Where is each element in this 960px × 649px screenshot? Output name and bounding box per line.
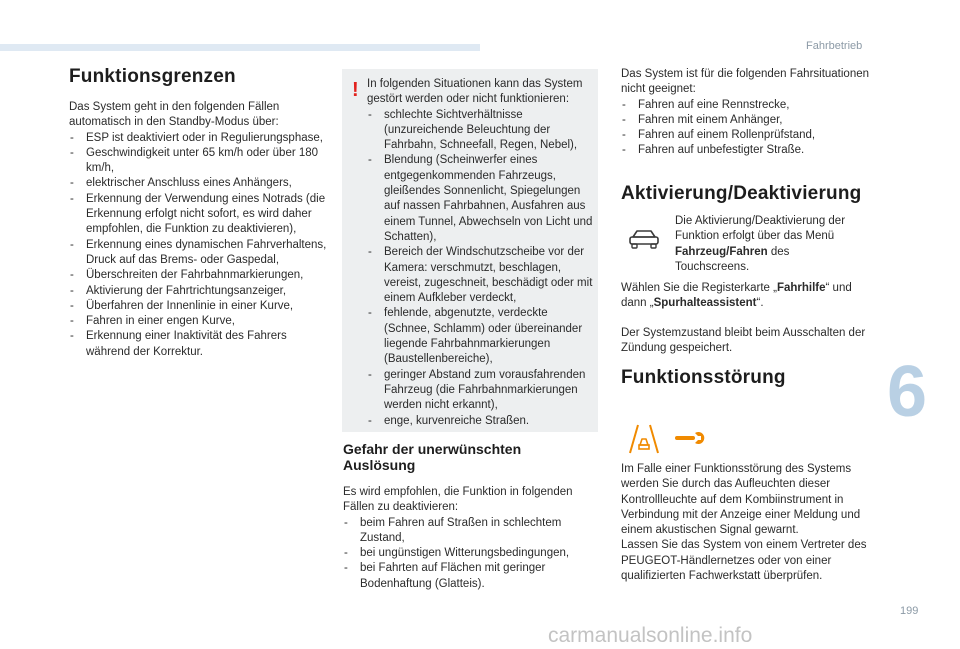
warning-intro: In folgenden Situationen kann das System gestört werden oder nicht funktionieren: [367, 78, 583, 106]
unwanted-title: Gefahr der unerwünschten Auslösung [343, 441, 522, 473]
list-item: - Geschwindigkeit unter 65 km/h oder über 180 km/h, [69, 146, 329, 177]
list-item: - Fahren auf eine Rennstrecke, [621, 98, 876, 113]
tab-lane-assist: Spurhalteassistent [653, 297, 757, 310]
list-item: - fehlende, abgenutzte, verdeckte (Schnee, Schlamm) oder übereinander liegende Fahrbahnmarkierungen (Baustellenbereiche), [367, 306, 595, 367]
unwanted-section [343, 441, 598, 592]
wrench-icon [673, 430, 705, 446]
lane-warning-icon [627, 424, 661, 454]
malfunction-text-1: Im Falle einer Funktionsstörung des Systems werden Sie durch das Aufleuchten dieser Kontrollleuchte auf dem Kombiinstrument in Verbindung mit der Anzeige einer Meldung und einem akustischen Signal gewarnt. [621, 463, 861, 537]
warning-list [367, 108, 595, 429]
list-item: - Erkennung einer Inaktivität des Fahrers während der Korrektur. [69, 329, 329, 360]
unwanted-intro: Es wird empfohlen, die Funktion in folgenden Fällen zu deaktivieren: [343, 486, 573, 514]
tab-text-part: Wählen Sie die Registerkarte „ [621, 282, 777, 294]
unsuitable-intro: Das System ist für die folgenden Fahrsituationen nicht geeignet: [621, 68, 870, 96]
list-item: - elektrischer Anschluss eines Anhängers, [69, 176, 329, 191]
state-text: Der Systemzustand bleibt beim Ausschalten der Zündung gespeichert. [621, 327, 866, 355]
tab-driving-aid: Fahrhilfe [776, 282, 826, 294]
list-item: - Erkennung der Verwendung eines Notrads (die Erkennung erfolgt nicht sofort, es wird daher empfohlen, die Funktion zu deaktivieren), [69, 192, 329, 238]
list-item: - enge, kurvenreiche Straßen. [367, 414, 595, 429]
car-icon [628, 228, 660, 250]
warning-content [367, 77, 595, 429]
header-bar [0, 44, 480, 51]
list-item: - Fahren in einer engen Kurve, [69, 314, 329, 329]
unsuitable-section [621, 67, 876, 159]
page-number: 199 [900, 605, 919, 617]
tab-text-part: “ und dann „ [621, 282, 852, 310]
limits-intro: Das System geht in den folgenden Fällen automatisch in den Standby-Modus über: [69, 101, 280, 129]
warning-icon: ! [352, 79, 359, 101]
activation-text-part: Die Aktivierung/Deaktivierung der Funktion erfolgt über das Menü [675, 215, 846, 243]
list-item: - ESP ist deaktiviert oder in Regulierungsphase, [69, 131, 329, 146]
malfunction-text-2: Lassen Sie das System von einem Vertreter des PEUGEOT-Händlernetzes oder von einer qualifizierten Fachwerkstatt überprüfen. [621, 539, 867, 583]
list-item: - Fahren auf einem Rollenprüfstand, [621, 128, 876, 143]
activation-text [675, 214, 855, 275]
watermark: carmanualsonline.info [548, 624, 753, 647]
tab-text-part: “. [756, 297, 764, 310]
list-item: - Überfahren der Innenlinie in einer Kurve, [69, 299, 329, 314]
list-item: - Bereich der Windschutzscheibe vor der Kamera: verschmutzt, beschlagen, vereist, zugeschneit, beschädigt oder mit einem Aufkleber verdeckt, [367, 245, 595, 306]
limits-title: Funktionsgrenzen [69, 66, 236, 87]
warning-box [342, 69, 598, 432]
list-item: - Aktivierung der Fahrtrichtungsanzeiger, [69, 284, 329, 299]
list-item: - Fahren mit einem Anhänger, [621, 113, 876, 128]
limits-list [69, 131, 329, 360]
list-item: - Blendung (Scheinwerfer eines entgegenkommenden Fahrzeugs, gleißendes Sonnenlicht, Spiegelungen auf nassen Fahrbahnen, Ausfahren aus einem Tunnel, Abwechseln von Licht und Schatten), [367, 153, 595, 245]
activation-title: Aktivierung/Deaktivierung [621, 183, 862, 204]
list-item: - schlechte Sichtverhältnisse (unzureichende Beleuchtung der Fahrbahn, Schneefall, Regen, Nebel), [367, 108, 595, 154]
menu-separator: / [726, 245, 730, 258]
chapter-number: 6 [887, 352, 928, 432]
list-item: - Erkennung eines dynamischen Fahrverhaltens, Druck auf das Brems- oder Gaspedal, [69, 238, 329, 269]
list-item: - bei ungünstigen Witterungsbedingungen, [343, 546, 598, 561]
malfunction-text [621, 462, 881, 584]
list-item: - Überschreiten der Fahrbahnmarkierungen, [69, 268, 329, 283]
limits-section [69, 66, 329, 360]
unsuitable-list [621, 98, 876, 159]
menu-driving: Fahren [729, 245, 768, 258]
malfunction-title: Funktionsstörung [621, 367, 786, 388]
list-item: - beim Fahren auf Straßen in schlechtem Zustand, [343, 516, 598, 547]
unwanted-list [343, 516, 598, 592]
list-item: - geringer Abstand zum vorausfahrenden Fahrzeug (die Fahrbahnmarkierungen werden nicht erkannt), [367, 368, 595, 414]
list-item: - bei Fahrten auf Flächen mit geringer Bodenhaftung (Glatteis). [343, 561, 598, 592]
menu-vehicle: Fahrzeug [675, 245, 727, 258]
list-item: - Fahren auf unbefestigter Straße. [621, 143, 876, 158]
tab-instruction [621, 281, 876, 312]
activation-text-part: des Touchscreens. [675, 245, 790, 273]
section-title: Fahrbetrieb [806, 40, 863, 52]
